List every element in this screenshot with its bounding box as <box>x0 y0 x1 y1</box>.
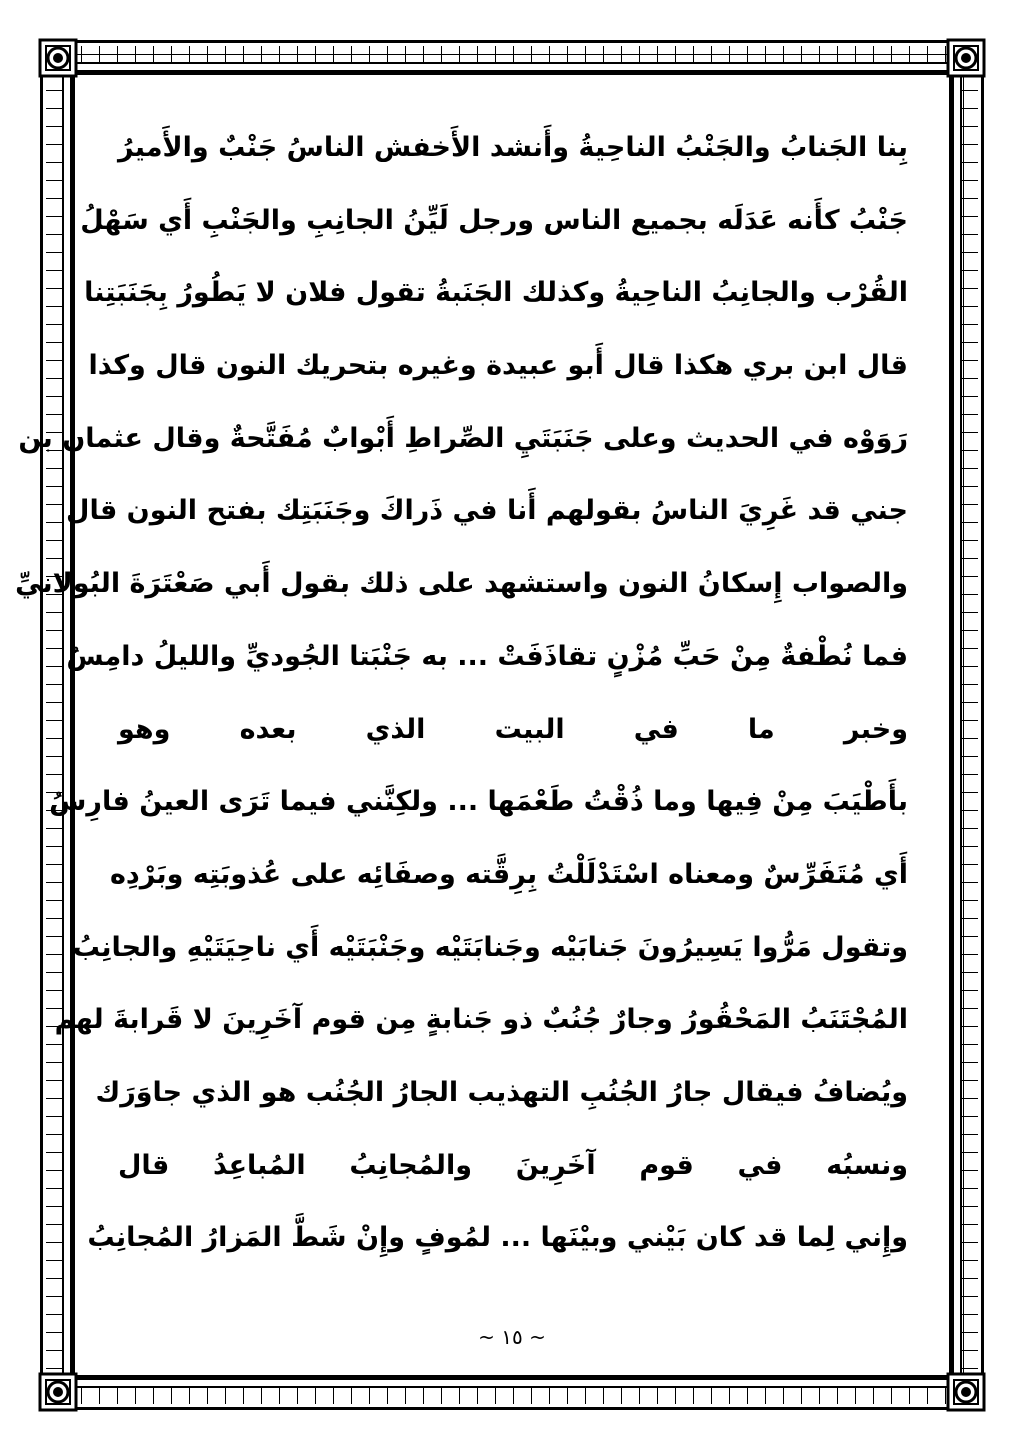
text-line: أَي مُتَفَرِّسٌ ومعناه اسْتَدْلَلْتُ بِرِقَّته وصفَائِه على عُذوبَتِه وبَرْدِه <box>109 858 908 890</box>
body-text <box>15 112 908 1275</box>
text-line: بِنا الجَنابُ والجَنْبُ الناحِيةُ وأَنشد الأَخفش الناسُ جَنْبٌ والأَميرُ <box>118 132 908 163</box>
text-line: وتقول مَرُّوا يَسِيرُونَ جَنابَيْه وجَنابَتَيْه وجَنْبَتَيْه أَي ناحِيَتَيْهِ والجانِبُ <box>72 931 908 963</box>
text-line: ونسبُه في قوم آخَرِينَ والمُجانِبُ المُباعِدُ قال <box>118 1149 908 1181</box>
corner-ornament-icon <box>938 1364 994 1420</box>
corner-ornament-icon <box>30 30 86 86</box>
text-line: جني قد غَرِيَ الناسُ بقولهم أَنا في ذَراكَ وجَنَبَتِك بفتح النون قال <box>66 495 908 527</box>
text-line: قال ابن بري هكذا قال أَبو عبيدة وغيره بتحريك النون قال وكذا <box>88 350 908 382</box>
verse-line: فما نُطْفةٌ مِنْ حَبِّ مُزْنٍ تقاذَفَتْ ... به جَنْبَتا الجُوديِّ والليلُ دامِسُ <box>66 640 908 672</box>
text-line: المُجْتَنَبُ المَحْقُورُ وجارٌ جُنُبٌ ذو جَنابةٍ مِن قوم آخَرِينَ لا قَرابةَ لهم <box>54 1004 908 1036</box>
verse-line: وإِني لِما قد كان بَيْني وبيْنَها ... لمُوفٍ وإِنْ شَطَّ المَزارُ المُجانِبُ <box>87 1222 908 1254</box>
text-line: رَوَوْه في الحديث وعلى جَنَبَتَيِ الصِّراطِ أَبْوابٌ مُفَتَّحةٌ وقال عثمان بن <box>18 422 908 454</box>
verse-line: بأَطْيَبَ مِنْ فِيها وما ذُقْتُ طَعْمَها ... ولكِنَّني فيما تَرَى العينُ فارِسُ <box>49 786 908 818</box>
text-line: القُرْب والجانِبُ الناحِيةُ وكذلك الجَنَبةُ تقول فلان لا يَطُورُ بِجَنَبَتِنا <box>84 277 908 309</box>
corner-ornament-icon <box>938 30 994 86</box>
text-line: وخبر ما في البيت الذي بعده وهو <box>118 713 908 745</box>
page-number: ~ ١٥ ~ <box>478 1325 546 1349</box>
text-line: جَنْبُ كأَنه عَدَلَه بجميع الناس ورجل لَيِّنُ الجانِبِ والجَنْبِ أَي سَهْلُ <box>80 204 908 236</box>
text-line: ويُضافُ فيقال جارُ الجُنُبِ التهذيب الجارُ الجُنُب هو الذي جاوَرَك <box>95 1076 908 1108</box>
text-line: والصواب إِسكانُ النون واستشهد على ذلك بقول أَبي صَعْتَرَةَ البُولانيِّ <box>15 568 908 600</box>
corner-ornament-icon <box>30 1364 86 1420</box>
